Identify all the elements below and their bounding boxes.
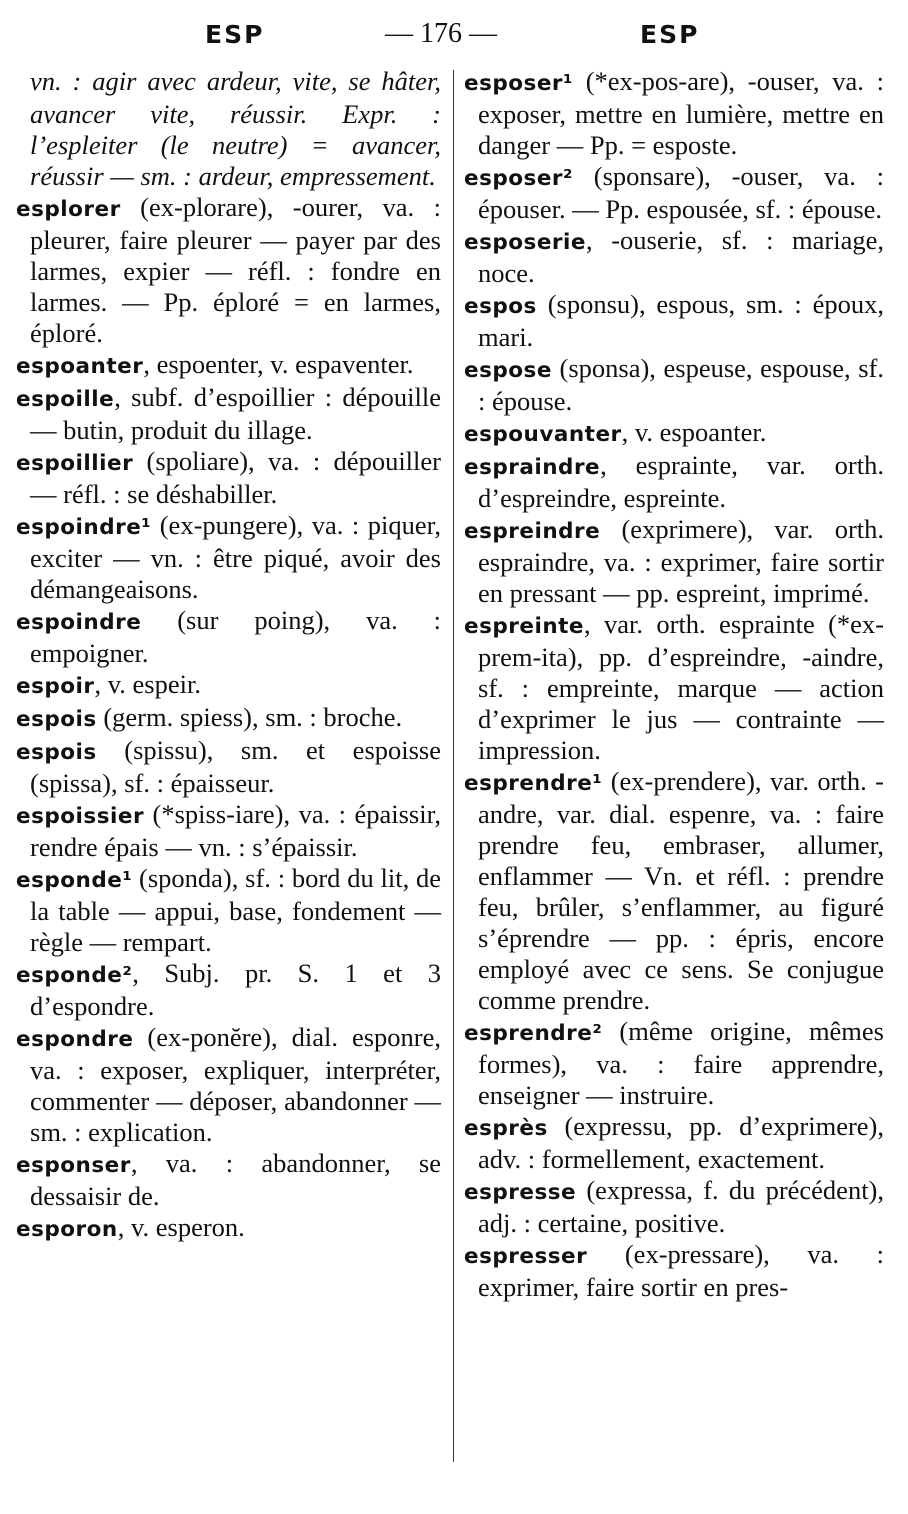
entry-definition: (sponsare), -ouser, va. : épouser. — Pp. espousée, sf. : épouse. [478, 161, 884, 224]
entry-headword: espoir [16, 674, 95, 699]
entry-headword: espose [464, 358, 552, 383]
dictionary-entry [464, 1016, 884, 1111]
entry-definition: , Subj. pr. S. 1 et 3 d’espondre. [30, 958, 441, 1021]
entry-headword: espois [16, 740, 97, 765]
dictionary-entry [16, 863, 441, 958]
dictionary-entry [464, 609, 884, 766]
entry-definition: , -ouserie, sf. : mariage, noce. [478, 225, 884, 288]
entry-headword: espos [464, 294, 537, 319]
entry-definition: , espraintе, var. orth. d’espreindre, espreinte. [478, 450, 884, 513]
dictionary-entry [464, 353, 884, 417]
entry-headword: espoille [16, 387, 115, 412]
entry-definition: (sponda), sf. : bord du lit, de la table — appui, base, fondement — règle — rempart. [30, 863, 441, 957]
entry-headword: espraindre [464, 455, 601, 480]
entry-definition: (expressu, pp. d’exprimere), adv. : formellement, exactement. [478, 1111, 885, 1174]
entry-definition: (ex-prendere), var. orth. -andre, var. dial. espenre, va. : faire prendre feu, embraser, allumer, enflammer — Vn. et réfl. : prendre feu, brûler, s’enflammer, au figuré s’éprendre — pp. : épris, encore employé avec ce sens. Se conjugue comme prendre. [478, 766, 884, 1015]
entry-definition: (spoliare), va. : dépouiller — réfl. : se déshabiller. [30, 446, 441, 509]
dictionary-entry [464, 766, 884, 1016]
entry-definition: , v. esperon. [117, 1212, 245, 1242]
dictionary-entry [464, 225, 884, 289]
dictionary-entry [16, 66, 441, 192]
entry-headword: esplorer [16, 197, 121, 222]
entry-definition: (même origine, mêmes formes), va. : faire apprendre, enseigner — instruire. [478, 1016, 884, 1110]
dictionary-entry [16, 1212, 441, 1245]
entry-definition: (ex-pungere), va. : piquer, exciter — vn. : être piqué, avoir des démangeaisons. [30, 510, 441, 604]
entry-headword: espresse [464, 1180, 577, 1205]
dictionary-entry [16, 735, 441, 799]
dictionary-entry [464, 161, 884, 225]
entry-definition: (germ. spiess), sm. : broche. [103, 702, 403, 732]
dictionary-entry [16, 446, 441, 510]
dictionary-entry [16, 1022, 441, 1148]
entry-headword: espouvanter [464, 422, 622, 447]
page-header [0, 14, 908, 58]
entry-headword: esprendre² [464, 1021, 603, 1046]
dictionary-entry [464, 417, 884, 450]
entry-headword: esposer¹ [464, 71, 573, 96]
header-right-guide-word: ESP [640, 20, 700, 49]
entry-headword: espoillier [16, 451, 134, 476]
entry-headword: esprendre¹ [464, 771, 603, 796]
dictionary-entry [464, 66, 884, 161]
dictionary-entry [16, 382, 441, 446]
entry-definition: , v. espoanter. [621, 417, 767, 447]
entry-headword: espoindre [16, 610, 142, 635]
entry-headword: esponser [16, 1153, 131, 1178]
entry-headword: esposer² [464, 166, 573, 191]
column-divider [453, 70, 454, 1462]
dictionary-entry [464, 1175, 884, 1239]
entry-definition: (sur poing), va. : empoigner. [30, 605, 441, 668]
dictionary-entry [464, 514, 884, 609]
page-number: — 176 — [385, 18, 497, 49]
left-column [16, 66, 441, 1245]
dictionary-entry [464, 450, 884, 514]
entry-definition: vn. : agir avec ardeur, vite, se hâter, avancer vite, réussir. Expr. : l’espleiter (le neutre) = avancer, réussir — sm. : ardeur, empressement. [30, 66, 441, 191]
dictionary-entry [16, 702, 441, 735]
dictionary-entry [16, 799, 441, 863]
dictionary-entry [16, 605, 441, 669]
entry-definition: (spissu), sm. et espoisse (spissa), sf. : épaisseur. [30, 735, 442, 798]
entry-definition: (exprimere), var. orth. espraindre, va. : exprimer, faire sortir en pressant — pp. espreint, imprimé. [478, 514, 885, 608]
dictionary-entry [16, 510, 441, 605]
dictionary-entry [16, 1148, 441, 1212]
entry-headword: esprès [464, 1116, 548, 1141]
entry-definition: (ex-ponĕre), dial. esponre, va. : exposer, expliquer, interpréter, commenter — déposer, abandonner — sm. : explication. [30, 1022, 442, 1147]
dictionary-entry [16, 958, 441, 1022]
dictionary-entry [16, 192, 441, 349]
entry-definition: (ex-pressare), va. : exprimer, faire sortir en pres- [478, 1239, 885, 1302]
right-column [464, 66, 884, 1303]
dictionary-entry [464, 1239, 884, 1303]
entry-headword: esposerie [464, 230, 586, 255]
entry-definition: , var. orth. esprainte (*ex-prem-ita), pp. d’espreindre, -aindre, sf. : empreinte, marque — action d’exprimer le jus — contrainte — impression. [478, 609, 884, 765]
dictionary-entry [16, 669, 441, 702]
entry-headword: espoissier [16, 804, 145, 829]
entry-definition: (sponsu), espous, sm. : époux, mari. [478, 289, 884, 352]
entry-definition: , v. espeir. [94, 669, 201, 699]
entry-headword: espoanter [16, 354, 144, 379]
dictionary-entry [16, 349, 441, 382]
entry-headword: esponde¹ [16, 868, 133, 893]
entry-definition: (*spiss-iare), va. : épaissir, rendre épais — vn. : s’épaissir. [30, 799, 441, 862]
entry-definition: (expressa, f. du précédent), adj. : certaine, positive. [478, 1175, 884, 1238]
dictionary-entry [464, 289, 884, 353]
entry-definition: (*ex-pos-are), -ouser, va. : exposer, mettre en lumière, mettre en danger — Pp. = esposte. [478, 66, 885, 160]
entry-definition: (ex-plorare), -ourer, va. : pleurer, faire pleurer — payer par des larmes, expier — réfl. : fondre en larmes. — Pp. éploré = en larmes, éploré. [30, 192, 442, 348]
entry-definition: (sponsa), espeuse, espouse, sf. : épouse. [478, 353, 884, 416]
entry-headword: espois [16, 707, 97, 732]
entry-headword: esporon [16, 1217, 118, 1242]
entry-headword: espreindre [464, 519, 601, 544]
entry-headword: espresser [464, 1244, 588, 1269]
entry-definition: , espoenter, v. espaventer. [143, 349, 414, 379]
entry-headword: espoindre¹ [16, 515, 152, 540]
dictionary-entry [464, 1111, 884, 1175]
entry-headword: espondre [16, 1027, 134, 1052]
entry-definition: , subf. d’espoillier : dépouille — butin, produit du illage. [30, 382, 441, 445]
entry-definition: , va. : abandonner, se dessaisir de. [30, 1148, 441, 1211]
header-left-guide-word: ESP [205, 20, 265, 49]
entry-headword: espreinte [464, 614, 584, 639]
entry-headword: esponde² [16, 963, 133, 988]
